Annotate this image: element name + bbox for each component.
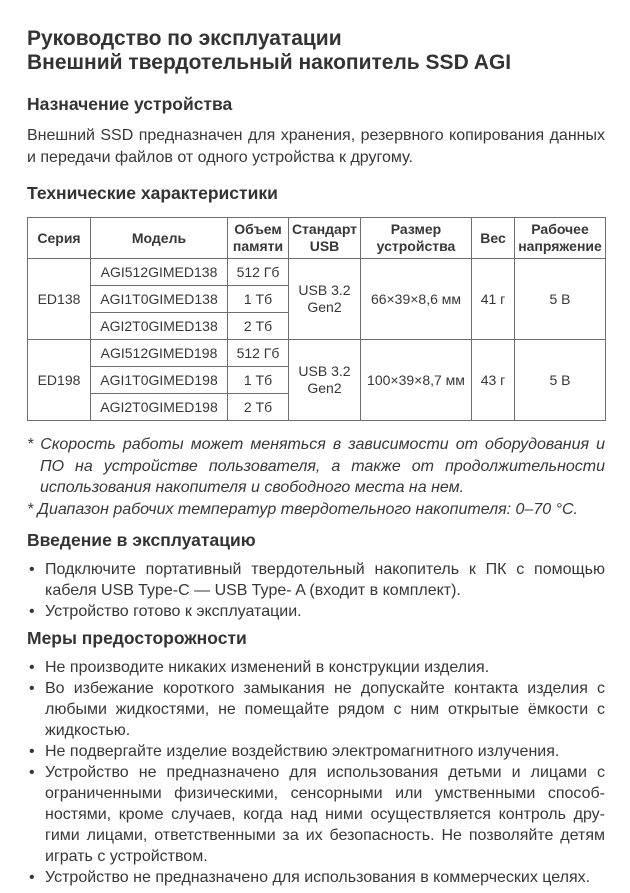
document-title-line2: Внешний твердотельный накопитель SSD AGI <box>27 50 512 74</box>
series-cell: ED198 <box>28 340 91 421</box>
list-item: • Не производите никаких изменений в конструкции изделия. <box>27 657 605 678</box>
voltage-cell: 5 В <box>515 259 606 340</box>
capacity-cell: 512 Гб <box>228 340 289 367</box>
section-heading-intro: Введение в эксплуатацию <box>27 530 256 550</box>
footnote-speed: * Скорость работы может меняться в зависимости от оборудования и ПО на устройстве пользователя, а также от продолжительности использования накопителя и свободного места на нем. <box>27 436 605 496</box>
purpose-paragraph: Внешний SSD предназначен для хранения, резервного копирования данных и передачи файлов от одного устройства к другому. <box>27 127 605 166</box>
intro-bullet-list <box>27 559 605 622</box>
weight-cell: 41 г <box>472 259 515 340</box>
document-title <box>27 27 605 74</box>
section-heading-precautions: Меры предосторожности <box>27 628 247 648</box>
list-item: • Устройство не предназначено для использования в коммерческих целях. <box>27 867 605 888</box>
model-cell: AGI2T0GIMED138 <box>91 313 228 340</box>
table-header-row <box>28 218 606 259</box>
capacity-cell: 2 Тб <box>228 313 289 340</box>
col-header-size: Размер устройства <box>361 218 472 259</box>
col-header-series: Серия <box>28 218 91 259</box>
model-cell: AGI1T0GIMED198 <box>91 367 228 394</box>
specs-table <box>27 217 606 421</box>
footnotes <box>27 434 605 520</box>
series-cell: ED138 <box>28 259 91 340</box>
list-item: • Подключите портативный твердотельный накопитель к ПК с помощью кабеля USB Type-C — USB Type- A (входит в комплект). <box>27 559 605 601</box>
section-heading-purpose: Назначение устройства <box>27 94 233 114</box>
list-item: • Устройство не предназначено для использования детьми и лицами с ограниченными физическими, сенсорными или умственными способностями, кроме случаев, когда над ними осуществляется контроль другими лицами, ответственными за их безопасность. Не позволяйте детям играть с устройством. <box>27 762 605 867</box>
model-cell: AGI512GIMED138 <box>91 259 228 286</box>
document-title-line1: Руководство по эксплуатации <box>27 27 342 50</box>
usb-cell: USB 3.2 Gen2 <box>289 259 361 340</box>
col-header-voltage: Рабочее напряжение <box>515 218 606 259</box>
size-cell: 100×39×8,7 мм <box>361 340 472 421</box>
voltage-cell: 5 В <box>515 340 606 421</box>
list-item: • Во избежание короткого замыкания не допускайте контакта изделия с любыми жидкостями, не помещайте рядом с ним открытые ёмкости с жидкостью. <box>27 678 605 741</box>
capacity-cell: 2 Тб <box>228 394 289 421</box>
precautions-bullet-list <box>27 657 605 888</box>
model-cell: AGI512GIMED198 <box>91 340 228 367</box>
table-row <box>28 340 606 367</box>
usb-cell: USB 3.2 Gen2 <box>289 340 361 421</box>
list-item: • Не подвергайте изделие воздействию электромагнитного излучения. <box>27 741 605 762</box>
table-row <box>28 259 606 286</box>
col-header-usb: Стандарт USB <box>289 218 361 259</box>
capacity-cell: 512 Гб <box>228 259 289 286</box>
model-cell: AGI2T0GIMED198 <box>91 394 228 421</box>
footnote-temperature: * Диапазон рабочих температур твердотельного накопителя: 0–70 °C. <box>27 500 578 518</box>
size-cell: 66×39×8,6 мм <box>361 259 472 340</box>
capacity-cell: 1 Тб <box>228 286 289 313</box>
col-header-capacity: Объем памяти <box>228 218 289 259</box>
col-header-model: Модель <box>91 218 228 259</box>
model-cell: AGI1T0GIMED138 <box>91 286 228 313</box>
section-heading-specs: Технические характеристики <box>27 183 278 203</box>
weight-cell: 43 г <box>472 340 515 421</box>
list-item: • Устройство готово к эксплуатации. <box>27 601 605 622</box>
col-header-weight: Вес <box>472 218 515 259</box>
capacity-cell: 1 Тб <box>228 367 289 394</box>
